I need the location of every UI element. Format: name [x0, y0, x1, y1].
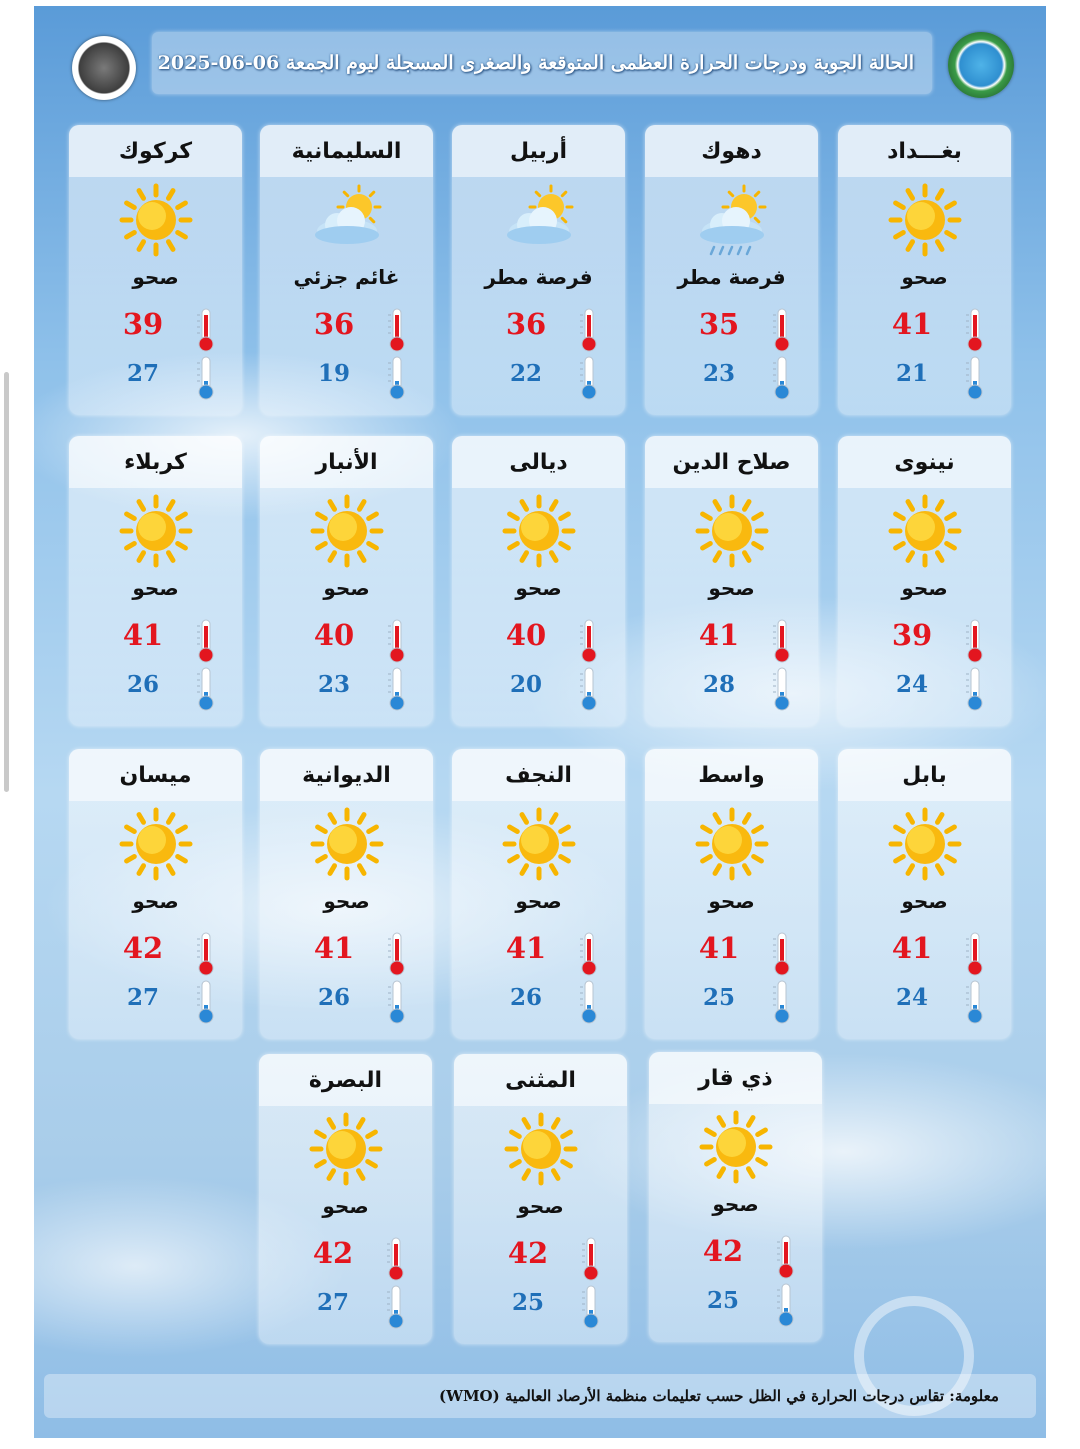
- city-card-header: [260, 436, 433, 488]
- sun-icon: [306, 1110, 386, 1188]
- cold-thermometer-icon: [771, 666, 793, 712]
- sun-icon: [307, 492, 387, 570]
- city-card: [260, 749, 433, 1039]
- min-temperature: 24: [895, 671, 928, 698]
- cold-thermometer-icon: [578, 355, 600, 401]
- city-name: البصرة: [308, 1067, 383, 1093]
- weather-condition: صحو: [901, 265, 948, 289]
- min-temperature: 26: [317, 984, 350, 1011]
- weather-condition: فرصة مطر: [484, 265, 593, 289]
- hot-thermometer-icon: [771, 931, 793, 977]
- city-card: [259, 1054, 432, 1344]
- city-card-header: [259, 1054, 432, 1106]
- city-card: [69, 749, 242, 1039]
- city-card-header: [454, 1054, 627, 1106]
- city-name: واسط: [698, 762, 765, 788]
- sun-icon: [116, 805, 196, 883]
- min-temperature: 25: [706, 1287, 739, 1314]
- city-card-header: [452, 125, 625, 177]
- city-name: ميسان: [119, 762, 192, 788]
- hot-thermometer-icon: [195, 618, 217, 664]
- weather-condition: فرصة مطر: [677, 265, 786, 289]
- sun-icon: [885, 181, 965, 259]
- max-temperature: 42: [507, 1236, 549, 1270]
- footer-note: معلومة: تقاس درجات الحرارة في الظل حسب تعليمات منظمة الأرصاد العالمية (WMO): [439, 1387, 999, 1405]
- weather-condition: صحو: [132, 576, 179, 600]
- hot-thermometer-icon: [578, 307, 600, 353]
- cold-thermometer-icon: [964, 666, 986, 712]
- sun-icon: [885, 805, 965, 883]
- cold-thermometer-icon: [771, 979, 793, 1025]
- hot-thermometer-icon: [964, 931, 986, 977]
- min-temperature: 27: [126, 984, 159, 1011]
- city-name: الأنبار: [315, 449, 378, 475]
- sun-icon: [499, 805, 579, 883]
- city-name: السليمانية: [291, 138, 402, 164]
- weather-condition: صحو: [515, 889, 562, 913]
- rain-cloud-sun-icon: [692, 181, 772, 259]
- min-temperature: 26: [509, 984, 542, 1011]
- max-temperature: 41: [698, 618, 740, 652]
- cold-thermometer-icon: [195, 355, 217, 401]
- city-card: [645, 749, 818, 1039]
- hot-thermometer-icon: [578, 931, 600, 977]
- weather-poster: [34, 6, 1046, 1438]
- page-title: الحالة الجوية ودرجات الحرارة العظمى المتوقعة والصغرى المسجلة ليوم الجمعة 06-06-2025: [157, 52, 914, 74]
- hot-thermometer-icon: [195, 307, 217, 353]
- min-temperature: 19: [317, 360, 350, 387]
- city-card: [645, 125, 818, 415]
- max-temperature: 40: [505, 618, 547, 652]
- hot-thermometer-icon: [964, 307, 986, 353]
- city-card: [452, 436, 625, 726]
- max-temperature: 36: [505, 307, 547, 341]
- cold-thermometer-icon: [578, 979, 600, 1025]
- weather-condition: صحو: [901, 576, 948, 600]
- sun-icon: [116, 492, 196, 570]
- cold-thermometer-icon: [195, 666, 217, 712]
- city-name: بابل: [902, 762, 947, 788]
- hot-thermometer-icon: [386, 931, 408, 977]
- city-card-header: [838, 749, 1011, 801]
- max-temperature: 40: [313, 618, 355, 652]
- hot-thermometer-icon: [385, 1236, 407, 1282]
- max-temperature: 42: [702, 1234, 744, 1268]
- max-temperature: 41: [698, 931, 740, 965]
- hot-thermometer-icon: [964, 618, 986, 664]
- min-temperature: 21: [895, 360, 928, 387]
- weather-condition: غائم جزئي: [293, 265, 400, 289]
- city-card: [452, 125, 625, 415]
- max-temperature: 35: [698, 307, 740, 341]
- city-name: كركوك: [118, 138, 193, 164]
- city-card-header: [452, 436, 625, 488]
- cold-thermometer-icon: [385, 1284, 407, 1330]
- min-temperature: 26: [126, 671, 159, 698]
- meteorology-authority-logo-icon: [72, 36, 136, 100]
- hot-thermometer-icon: [386, 307, 408, 353]
- city-card: [260, 436, 433, 726]
- city-card: [838, 749, 1011, 1039]
- hot-thermometer-icon: [578, 618, 600, 664]
- city-card-header: [645, 749, 818, 801]
- cloud-sun-icon: [499, 181, 579, 259]
- hot-thermometer-icon: [771, 618, 793, 664]
- cold-thermometer-icon: [386, 355, 408, 401]
- city-card-header: [260, 125, 433, 177]
- footer-bar: [44, 1374, 1036, 1418]
- min-temperature: 20: [509, 671, 542, 698]
- weather-condition: صحو: [901, 889, 948, 913]
- city-card-header: [69, 436, 242, 488]
- city-name: أربيل: [509, 138, 568, 164]
- cold-thermometer-icon: [386, 666, 408, 712]
- max-temperature: 41: [891, 931, 933, 965]
- sun-icon: [696, 1108, 776, 1186]
- city-name: المثنى: [505, 1067, 576, 1093]
- max-temperature: 41: [122, 618, 164, 652]
- sun-icon: [692, 492, 772, 570]
- city-card-header: [645, 436, 818, 488]
- weather-condition: صحو: [322, 1194, 369, 1218]
- city-card: [645, 436, 818, 726]
- max-temperature: 41: [891, 307, 933, 341]
- hot-thermometer-icon: [775, 1234, 797, 1280]
- weather-condition: صحو: [708, 576, 755, 600]
- hot-thermometer-icon: [386, 618, 408, 664]
- city-card-header: [69, 125, 242, 177]
- city-card-header: [649, 1052, 822, 1104]
- min-temperature: 27: [126, 360, 159, 387]
- city-card-header: [838, 125, 1011, 177]
- cold-thermometer-icon: [771, 355, 793, 401]
- page-scrollbar[interactable]: [4, 372, 9, 792]
- min-temperature: 27: [316, 1289, 349, 1316]
- min-temperature: 24: [895, 984, 928, 1011]
- sun-icon: [307, 805, 387, 883]
- weather-condition: صحو: [132, 889, 179, 913]
- min-temperature: 23: [317, 671, 350, 698]
- city-card-header: [69, 749, 242, 801]
- city-name: كربلاء: [124, 449, 187, 475]
- min-temperature: 28: [702, 671, 735, 698]
- max-temperature: 42: [312, 1236, 354, 1270]
- min-temperature: 22: [509, 360, 542, 387]
- max-temperature: 36: [313, 307, 355, 341]
- city-card: [838, 125, 1011, 415]
- sun-icon: [499, 492, 579, 570]
- city-name: دهوك: [701, 138, 762, 164]
- header-bar: [152, 32, 932, 94]
- cloud-sun-icon: [307, 181, 387, 259]
- weather-condition: صحو: [515, 576, 562, 600]
- city-card: [649, 1052, 822, 1342]
- max-temperature: 41: [505, 931, 547, 965]
- city-card: [452, 749, 625, 1039]
- city-card-header: [260, 749, 433, 801]
- max-temperature: 42: [122, 931, 164, 965]
- city-name: نينوى: [894, 449, 955, 475]
- city-name: ذي قار: [698, 1065, 773, 1091]
- min-temperature: 23: [702, 360, 735, 387]
- city-card: [454, 1054, 627, 1344]
- cold-thermometer-icon: [195, 979, 217, 1025]
- cold-thermometer-icon: [386, 979, 408, 1025]
- hot-thermometer-icon: [580, 1236, 602, 1282]
- ministry-logo-icon: [948, 32, 1014, 98]
- city-card: [260, 125, 433, 415]
- city-name: بغـــداد: [887, 138, 962, 164]
- city-card: [69, 436, 242, 726]
- sun-icon: [501, 1110, 581, 1188]
- cold-thermometer-icon: [775, 1282, 797, 1328]
- max-temperature: 41: [313, 931, 355, 965]
- weather-condition: صحو: [132, 265, 179, 289]
- hot-thermometer-icon: [195, 931, 217, 977]
- sun-icon: [692, 805, 772, 883]
- weather-condition: صحو: [708, 889, 755, 913]
- min-temperature: 25: [702, 984, 735, 1011]
- sun-icon: [885, 492, 965, 570]
- cold-thermometer-icon: [964, 355, 986, 401]
- weather-condition: صحو: [323, 576, 370, 600]
- city-name: صلاح الدين: [672, 449, 791, 475]
- cold-thermometer-icon: [580, 1284, 602, 1330]
- city-name: ديالى: [509, 449, 568, 475]
- city-name: الديوانية: [302, 762, 391, 788]
- city-card-header: [838, 436, 1011, 488]
- weather-condition: صحو: [712, 1192, 759, 1216]
- weather-condition: صحو: [517, 1194, 564, 1218]
- hot-thermometer-icon: [771, 307, 793, 353]
- sun-icon: [116, 181, 196, 259]
- city-card-header: [645, 125, 818, 177]
- cold-thermometer-icon: [964, 979, 986, 1025]
- min-temperature: 25: [511, 1289, 544, 1316]
- max-temperature: 39: [891, 618, 933, 652]
- cold-thermometer-icon: [578, 666, 600, 712]
- city-name: النجف: [505, 762, 572, 788]
- city-card-header: [452, 749, 625, 801]
- city-card: [69, 125, 242, 415]
- weather-condition: صحو: [323, 889, 370, 913]
- max-temperature: 39: [122, 307, 164, 341]
- city-card: [838, 436, 1011, 726]
